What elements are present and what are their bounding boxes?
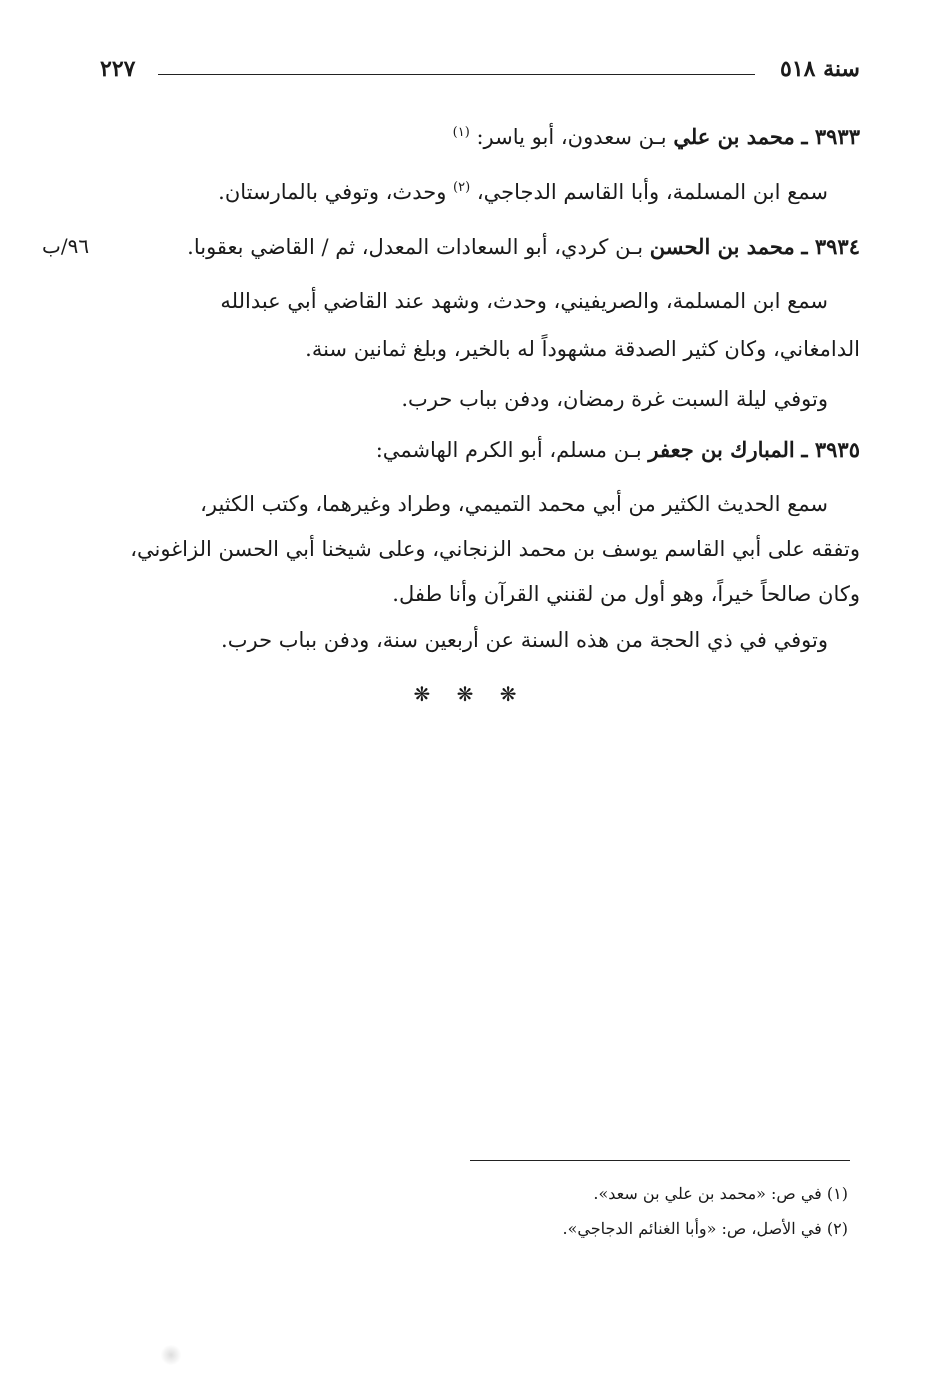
entry-body-line: وتفقه على أبي القاسم يوسف بن محمد الزنجاني، وعلى شيخنا أبي الحسن الزاغوني، [130, 537, 860, 561]
footnote-ref[interactable]: (٢) [453, 180, 471, 195]
body-text: سمع ابن المسلمة، وأبا القاسم الدجاجي، [476, 180, 828, 204]
entry-number: ٣٩٣٥ ـ [801, 437, 860, 462]
footnote-rule [470, 1160, 850, 1161]
section-year: سنة ٥١٨ [780, 56, 860, 82]
header-rule [158, 74, 755, 75]
section-ornament: ❋ ❋ ❋ [413, 682, 527, 706]
footnote-1: (١) في ص: «محمد بن علي بن سعد». [593, 1184, 848, 1203]
entry-name: محمد بن الحسن [649, 234, 795, 259]
entry-heading-3934 [187, 236, 860, 258]
entry-lineage: بـن كردي، أبو السعادات المعدل، ثم / القاضي بعقوبا. [187, 235, 644, 259]
running-head [100, 56, 860, 92]
paper-smudge [160, 1345, 182, 1365]
page-number: ٢٢٧ [100, 56, 136, 82]
entry-body-line [218, 181, 828, 203]
entry-name: محمد بن علي [673, 124, 795, 149]
entry-body-line: سمع ابن المسلمة، والصريفيني، وحدث، وشهد عند القاضي أبي عبدالله [220, 289, 828, 313]
entry-body-line: وتوفي ليلة السبت غرة رمضان، ودفن بباب حرب. [401, 387, 828, 411]
entry-heading-3933 [453, 126, 860, 148]
entry-body-line: وكان صالحاً خيراً، وهو أول من لقنني القرآن وأنا طفل. [392, 582, 860, 606]
entry-body-line: الدامغاني، وكان كثير الصدقة مشهوداً له بالخير، وبلغ ثمانين سنة. [305, 337, 860, 361]
entry-heading-3935 [376, 439, 860, 461]
margin-folio-note: ٩٦/ب [42, 234, 90, 258]
entry-number: ٣٩٣٤ ـ [801, 234, 860, 259]
footnote-ref[interactable]: (١) [452, 125, 470, 140]
entry-name: المبارك بن جعفر [648, 437, 795, 462]
entry-number: ٣٩٣٣ ـ [801, 124, 860, 149]
body-text: وحدث، وتوفي بالمارستان. [218, 180, 447, 204]
entry-lineage: بـن مسلم، أبو الكرم الهاشمي: [375, 438, 642, 462]
footnote-2: (٢) في الأصل، ص: «وأبا الغنائم الدجاجي». [562, 1219, 848, 1238]
entry-body-line: سمع الحديث الكثير من أبي محمد التميمي، وطراد وغيرهما، وكتب الكثير، [200, 492, 828, 516]
entry-lineage: بـن سعدون، أبو ياسر: [476, 125, 667, 149]
entry-body-line: وتوفي في ذي الحجة من هذه السنة عن أربعين سنة، ودفن بباب حرب. [221, 628, 828, 652]
